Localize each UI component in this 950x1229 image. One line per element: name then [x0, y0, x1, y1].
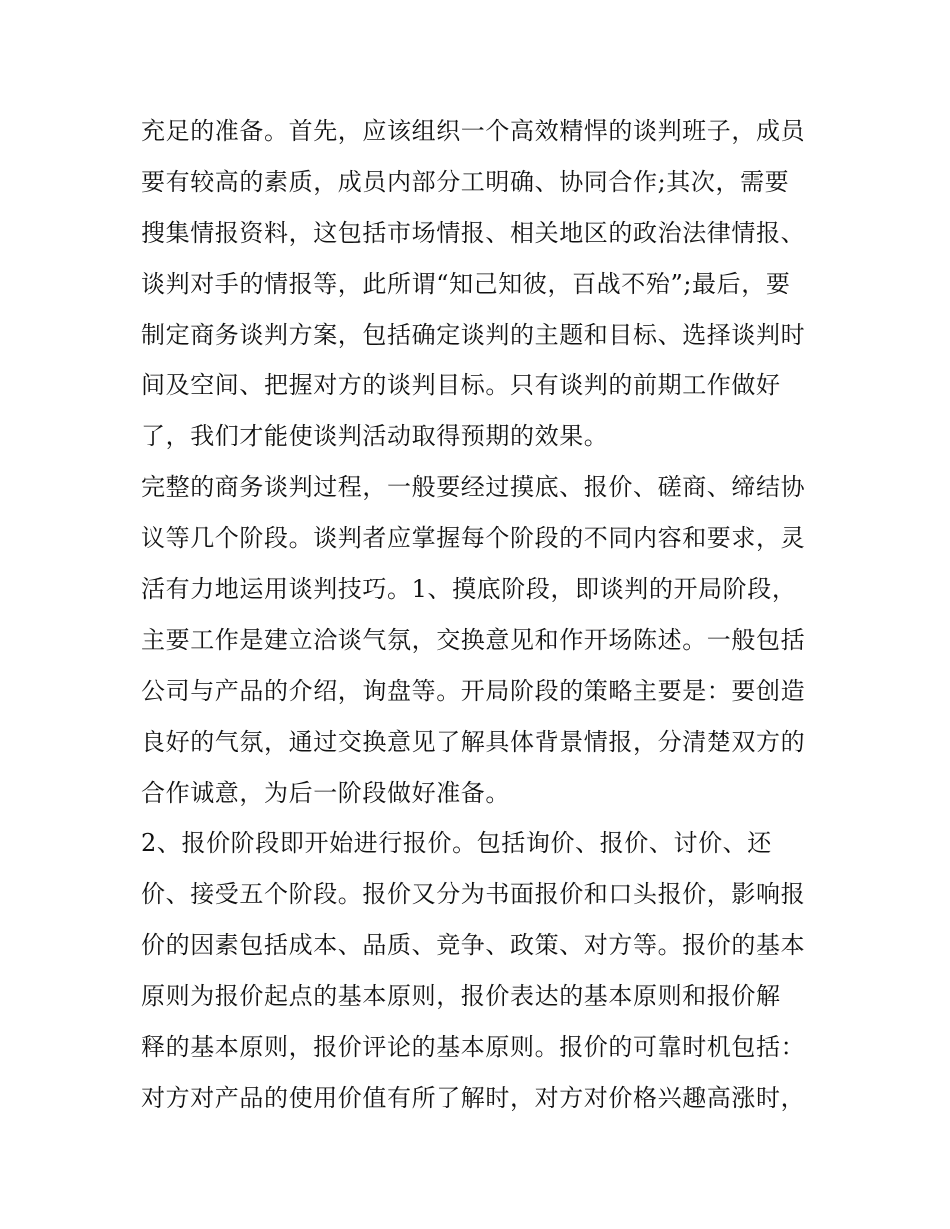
text-line: 活有力地运用谈判技巧。1、摸底阶段，即谈判的开局阶段， [141, 575, 797, 604]
text-line: 公司与产品的介绍，询盘等。开局阶段的策略主要是：要创造 [141, 676, 806, 705]
text-line: 对方对产品的使用价值有所了解时，对方对价格兴趣高涨时， [141, 1083, 806, 1112]
text-line: 间及空间、把握对方的谈判目标。只有谈判的前期工作做好 [141, 371, 781, 400]
text-line: 要有较高的素质，成员内部分工明确、协同合作;其次，需要 [141, 167, 790, 196]
text-line: 了，我们才能使谈判活动取得预期的效果。 [141, 422, 609, 451]
text-line: 谈判对手的情报等，此所谓“知己知彼，百战不殆”;最后，要 [141, 269, 791, 298]
text-line: 良好的气氛，通过交换意见了解具体背景情报，分清楚双方的 [141, 727, 806, 756]
text-line: 释的基本原则，报价评论的基本原则。报价的可靠时机包括： [141, 1033, 806, 1062]
text-line: 价的因素包括成本、品质、竞争、政策、对方等。报价的基本 [141, 931, 806, 960]
text-line: 充足的准备。首先，应该组织一个高效精悍的谈判班子，成员 [141, 117, 806, 145]
text-line: 议等几个阶段。谈判者应掌握每个阶段的不同内容和要求，灵 [141, 524, 806, 553]
text-line: 搜集情报资料，这包括市场情报、相关地区的政治法律情报、 [141, 218, 806, 247]
text-line: 主要工作是建立洽谈气氛，交换意见和作开场陈述。一般包括 [141, 625, 806, 654]
text-line: 价、接受五个阶段。报价又分为书面报价和口头报价，影响报 [141, 880, 806, 909]
text-line: 2、报价阶段即开始进行报价。包括询价、报价、讨价、还 [141, 829, 772, 858]
body-text [141, 106, 821, 1124]
text-line: 完整的商务谈判过程，一般要经过摸底、报价、磋商、缔结协 [141, 473, 806, 502]
text-line: 制定商务谈判方案，包括确定谈判的主题和目标、选择谈判时 [141, 320, 806, 349]
text-line: 原则为报价起点的基本原则，报价表达的基本原则和报价解 [141, 982, 781, 1011]
text-line: 合作诚意，为后一阶段做好准备。 [141, 778, 510, 807]
